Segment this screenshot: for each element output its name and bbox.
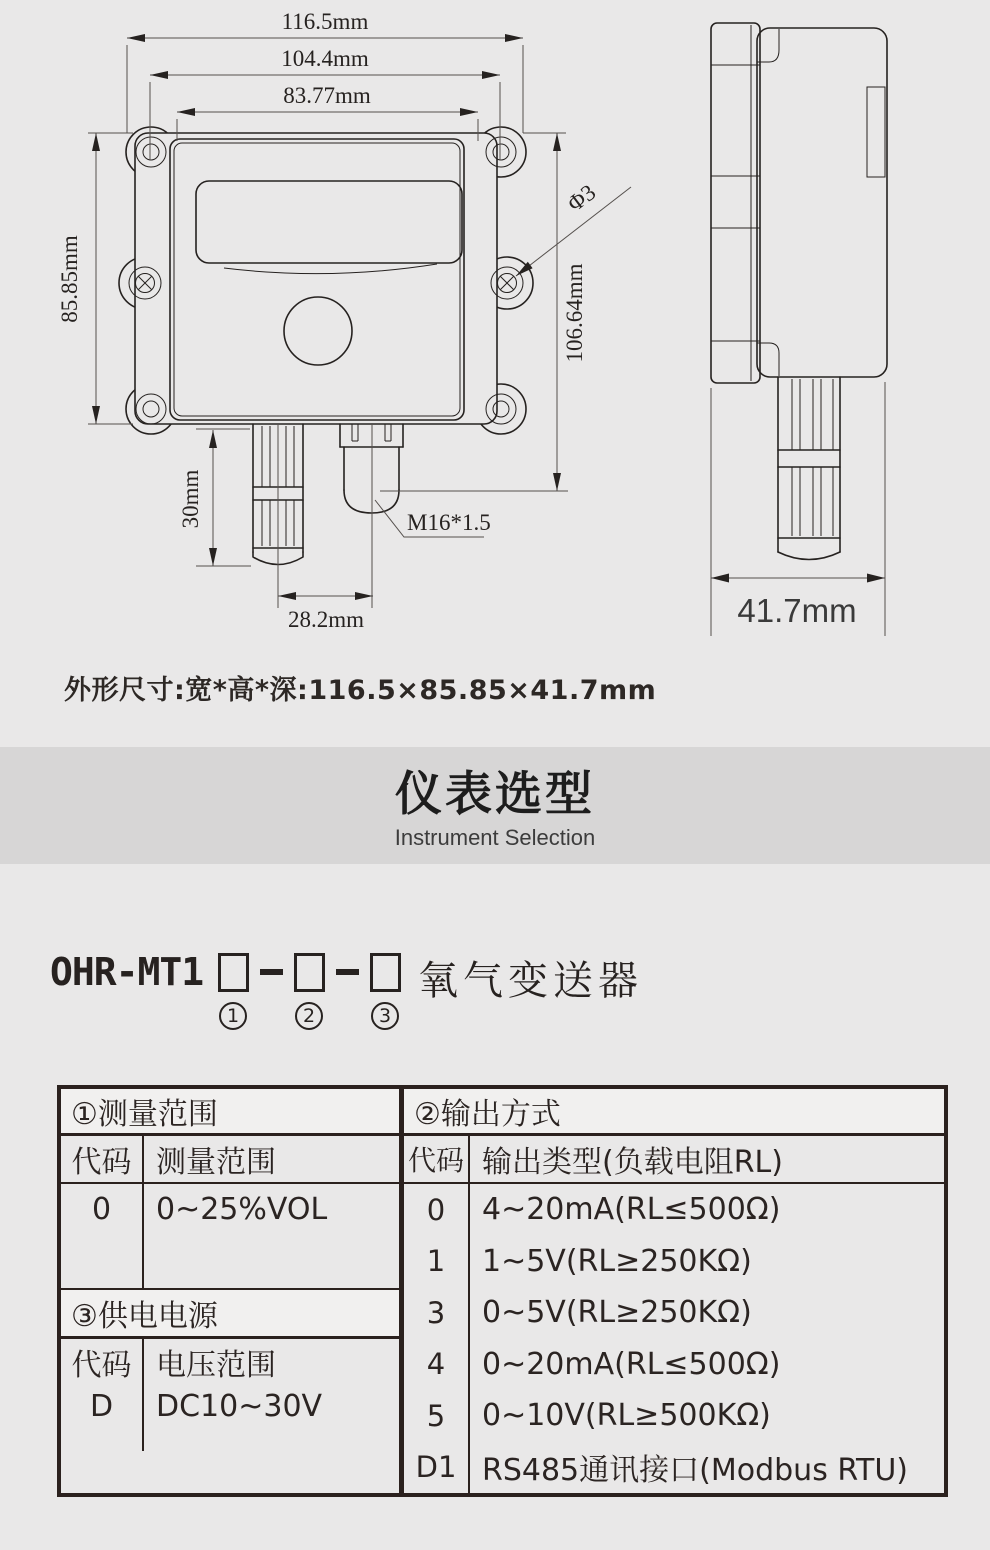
output-column-row <box>404 1136 944 1184</box>
selection-table <box>57 1085 948 1497</box>
output-col-code: 代码 <box>404 1136 470 1182</box>
output-row-code: 3 <box>404 1287 470 1339</box>
range-row-0 <box>61 1184 399 1290</box>
range-col-code: 代码 <box>61 1136 144 1182</box>
side-view <box>711 23 887 636</box>
power-header: ③供电电源 <box>61 1290 399 1339</box>
range-col-value: 测量范围 <box>156 1145 276 1180</box>
dimension-lines-side <box>711 382 885 636</box>
mount-hole-diameter-label: Φ3 <box>562 179 601 217</box>
output-row-code: 5 <box>404 1390 470 1442</box>
section-subtitle: Instrument Selection <box>394 825 596 850</box>
output-row-value: 0~5V(RL≥250KΩ) <box>482 1295 752 1331</box>
order-code-dash-2 <box>336 969 359 975</box>
dim-probe-length-label: 30mm <box>178 469 203 529</box>
range-row-0-value: 0~25%VOL <box>156 1192 328 1227</box>
order-code-dash-1 <box>260 969 283 975</box>
gland-thread-label: M16*1.5 <box>407 510 491 535</box>
dim-overall-width-label: 116.5mm <box>281 9 369 34</box>
power-row-0-code: D <box>61 1385 144 1451</box>
output-row-value: 0~10V(RL≥500KΩ) <box>482 1398 771 1434</box>
power-col-value: 电压范围 <box>156 1348 276 1383</box>
range-column-row <box>61 1136 399 1184</box>
order-code-prefix: OHR-MT1 <box>50 950 204 994</box>
output-row-value: RS485通讯接口(Modbus RTU) <box>482 1453 909 1489</box>
selection-table-left <box>61 1089 404 1493</box>
output-row-code: D1 <box>404 1442 470 1494</box>
output-header: ②输出方式 <box>404 1089 944 1136</box>
output-row-value: 4~20mA(RL≤500Ω) <box>482 1192 781 1228</box>
dim-overall-height-label: 106.64mm <box>562 263 587 363</box>
dim-inner-width-label: 83.77mm <box>283 83 371 108</box>
order-code-box-1 <box>218 953 249 992</box>
dim-depth-label: 41.7mm <box>737 592 857 629</box>
output-row-code: 0 <box>404 1184 470 1236</box>
outline-dimensions-note: 外形尺寸:宽*高*深:116.5×85.85×41.7mm <box>64 675 657 706</box>
dim-body-height-label: 85.85mm <box>57 235 82 323</box>
circled-number-1: 1 <box>219 1002 247 1030</box>
dim-mount-width-label: 104.4mm <box>281 46 369 71</box>
output-row-value: 1~5V(RL≥250KΩ) <box>482 1243 752 1279</box>
order-code-box-2 <box>294 953 325 992</box>
range-row-0-code: 0 <box>61 1184 144 1288</box>
order-code-box-3 <box>370 953 401 992</box>
order-code-suffix: 氧气变送器 <box>418 958 643 1004</box>
power-col-code: 代码 <box>61 1339 144 1385</box>
selection-table-right <box>404 1089 944 1493</box>
circled-number-3: 3 <box>371 1002 399 1030</box>
output-col-value: 输出类型(负载电阻RL) <box>482 1145 783 1180</box>
side-probe <box>778 377 840 560</box>
power-rows <box>61 1339 399 1451</box>
section-band <box>0 747 990 864</box>
power-row-0-value: DC10~30V <box>156 1389 323 1424</box>
circled-number-2: 2 <box>295 1002 323 1030</box>
output-row-value: 0~20mA(RL≤500Ω) <box>482 1346 781 1382</box>
output-rows <box>404 1184 944 1493</box>
range-header: ①测量范围 <box>61 1089 399 1136</box>
section-title: 仪表选型 <box>395 767 595 822</box>
front-view <box>57 9 631 632</box>
output-row-code: 4 <box>404 1339 470 1391</box>
dim-probe-offset-label: 28.2mm <box>287 607 365 632</box>
output-row-code: 1 <box>404 1236 470 1288</box>
dimension-drawing <box>0 0 990 650</box>
